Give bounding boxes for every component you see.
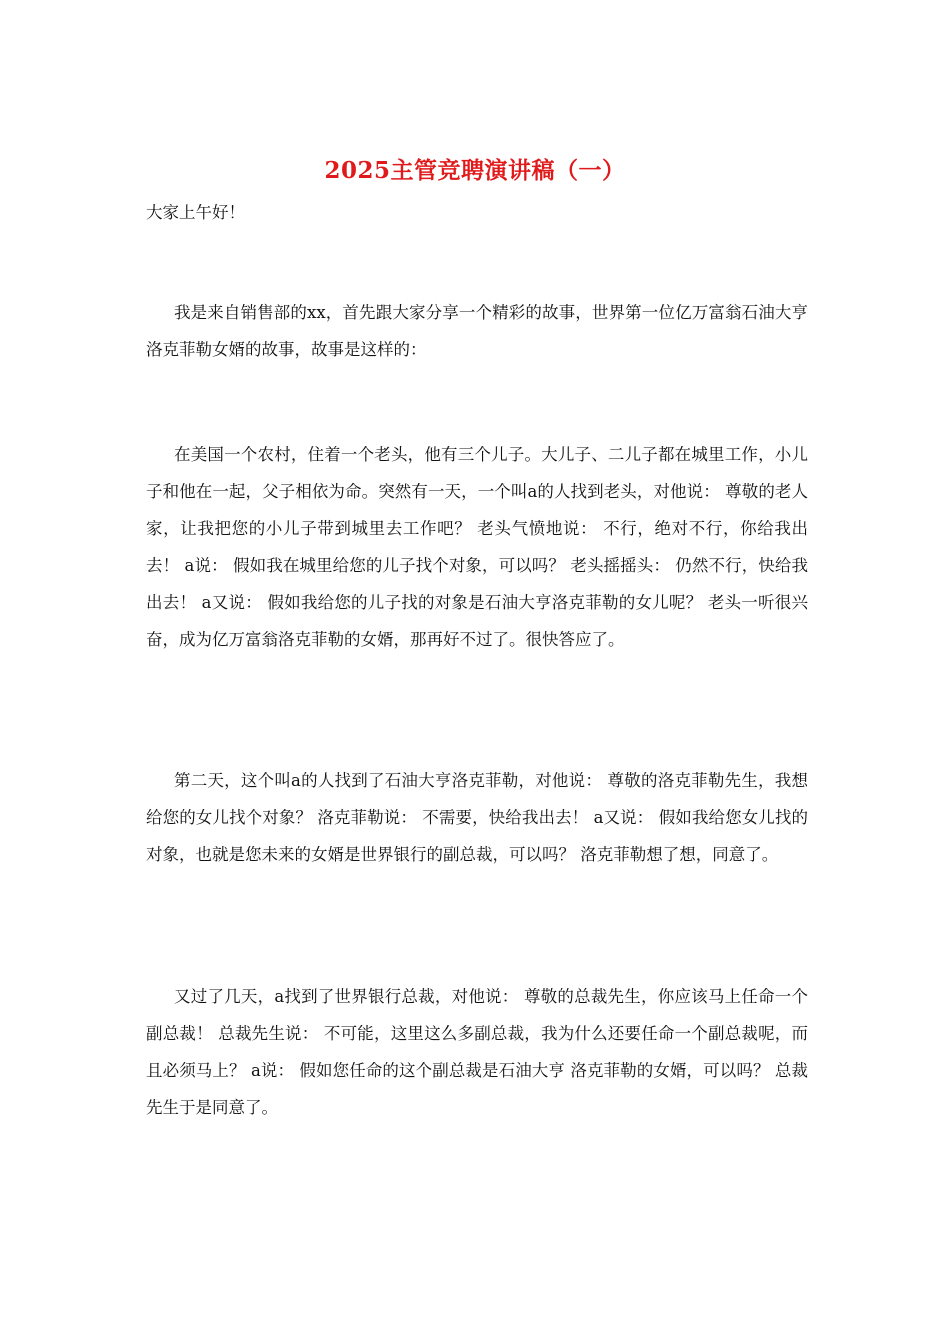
paragraph-story-world-bank: 又过了几天，a找到了世界银行总裁，对他说： 尊敬的总裁先生，你应该马上任命一个副总裁！ 总裁先生说： 不可能，这里这么多副总裁，我为什么还要任命一个副总裁呢，而且必须马上？ a说： 假如您任命的这个副总裁是石油大亨 洛克菲勒的女婿，可以吗？ 总裁先生于是同意了。 (146, 987, 808, 1117)
paragraph-story-rockefeller: 第二天，这个叫a的人找到了石油大亨洛克菲勒，对他说： 尊敬的洛克菲勒先生，我想给您的女儿找个对象？ 洛克菲勒说： 不需要，快给我出去！ a又说： 假如我给您女儿找的对象，也就是您未来的女婿是世界银行的副总裁，可以吗？ 洛克菲勒想了想，同意了。 (146, 771, 808, 864)
paragraph-intro: 我是来自销售部的xx，首先跟大家分享一个精彩的故事，世界第一位亿万富翁石油大亨 洛克菲勒女婿的故事，故事是这样的： (146, 303, 808, 359)
greeting-text: 大家上午好！ (146, 203, 245, 222)
page-title: 2025主管竞聘演讲稿（一） (324, 157, 626, 184)
paragraph-story-farmer: 在美国一个农村，住着一个老头，他有三个儿子。大儿子、二儿子都在城里工作，小儿子和他在一起，父子相依为命。突然有一天，一个叫a的人找到老头，对他说： 尊敬的老人家，让我把您的小儿子带到城里去工作吧？ 老头气愤地说： 不行，绝对不行，你给我出去！ a说： 假如我在城里给您的儿子找个对象，可以吗？ 老头摇摇头： 仍然不行，快给我出去！ a又说： 假如我给您的儿子找的对象是石油大亨洛克菲勒的女儿呢？ 老头一听很兴奋，成为亿万富翁洛克菲勒的女婿，那再好不过了。很快答应了。 (146, 445, 808, 649)
